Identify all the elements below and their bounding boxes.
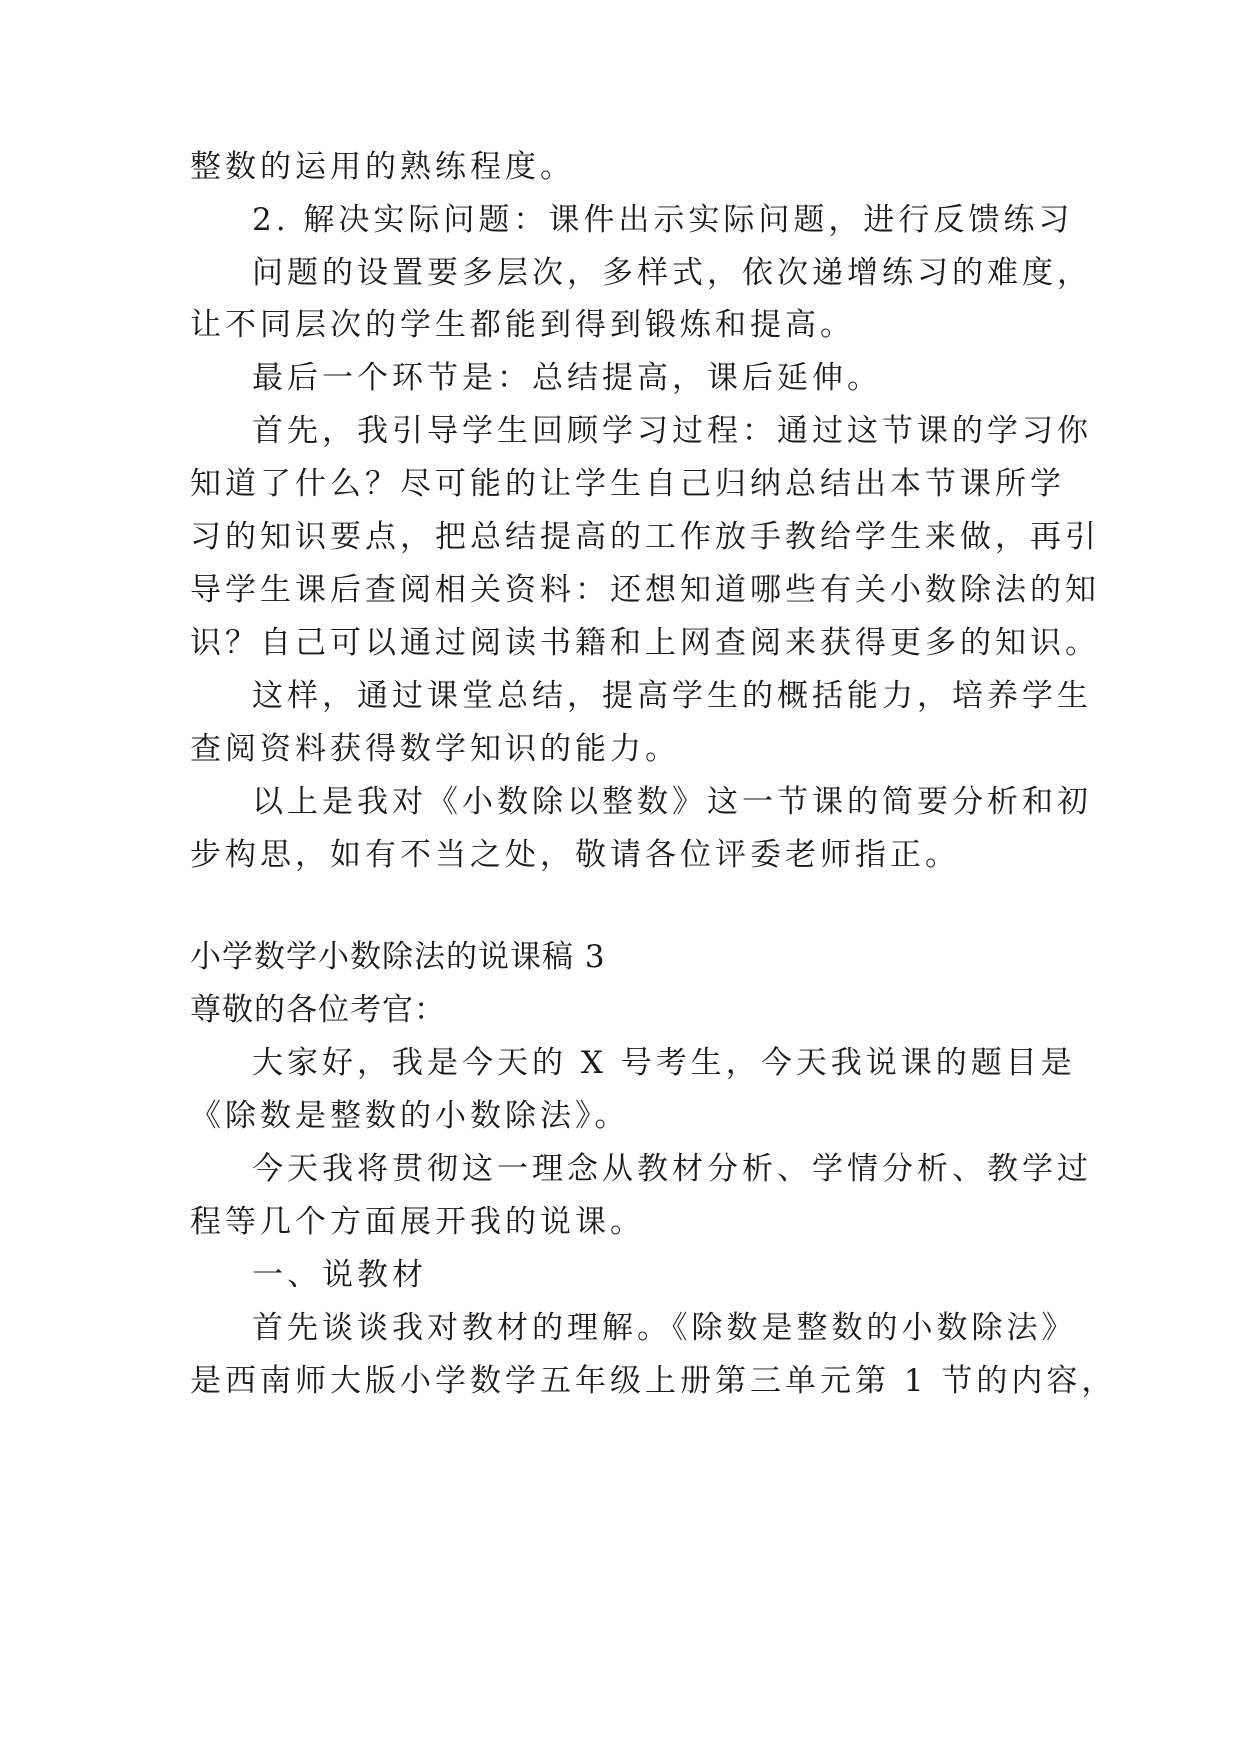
paragraph-line: 知道了什么？尽可能的让学生自己归纳总结出本节课所学	[190, 466, 1065, 502]
paragraph-line: 导学生课后查阅相关资料：还想知道哪些有关小数除法的知	[190, 572, 1100, 608]
paragraph-line: 让不同层次的学生都能到得到锻炼和提高。	[190, 307, 855, 343]
paragraph-line: 2. 解决实际问题：课件出示实际问题，进行反馈练习	[252, 202, 1074, 238]
paragraph-line: 是西南师大版小学数学五年级上册第三单元第 1 节的内容，	[190, 1363, 1117, 1399]
paragraph-line: 最后一个环节是：总结提高，课后延伸。	[252, 360, 882, 396]
paragraph-line: 程等几个方面展开我的说课。	[190, 1204, 645, 1240]
paragraph-line: 首先，我引导学生回顾学习过程：通过这节课的学习你	[252, 413, 1092, 449]
paragraph-line: 步构思，如有不当之处，敬请各位评委老师指正。	[190, 837, 960, 873]
paragraph-line: 整数的运用的熟练程度。	[190, 149, 575, 185]
paragraph-line: 《除数是整数的小数除法》。	[190, 1098, 630, 1134]
paragraph-line: 首先谈谈我对教材的理解。《除数是整数的小数除法》	[252, 1310, 1077, 1346]
salutation: 尊敬的各位考官：	[190, 992, 446, 1028]
paragraph-line: 查阅资料获得数学知识的能力。	[190, 731, 680, 767]
section-title: 小学数学小数除法的说课稿 3	[190, 939, 606, 975]
paragraph-line: 以上是我对《小数除以整数》这一节课的简要分析和初	[252, 784, 1092, 820]
paragraph-line: 识？自己可以通过阅读书籍和上网查阅来获得更多的知识。	[190, 625, 1100, 661]
paragraph-line: 问题的设置要多层次，多样式，依次递增练习的难度，	[252, 255, 1092, 291]
paragraph-line: 一、说教材	[252, 1257, 427, 1293]
paragraph-line: 今天我将贯彻这一理念从教材分析、学情分析、教学过	[252, 1151, 1092, 1187]
paragraph-line: 习的知识要点，把总结提高的工作放手教给学生来做，再引	[190, 519, 1100, 555]
paragraph-line: 这样，通过课堂总结，提高学生的概括能力，培养学生	[252, 678, 1092, 714]
paragraph-line: 大家好，我是今天的 X 号考生，今天我说课的题目是	[252, 1045, 1076, 1081]
